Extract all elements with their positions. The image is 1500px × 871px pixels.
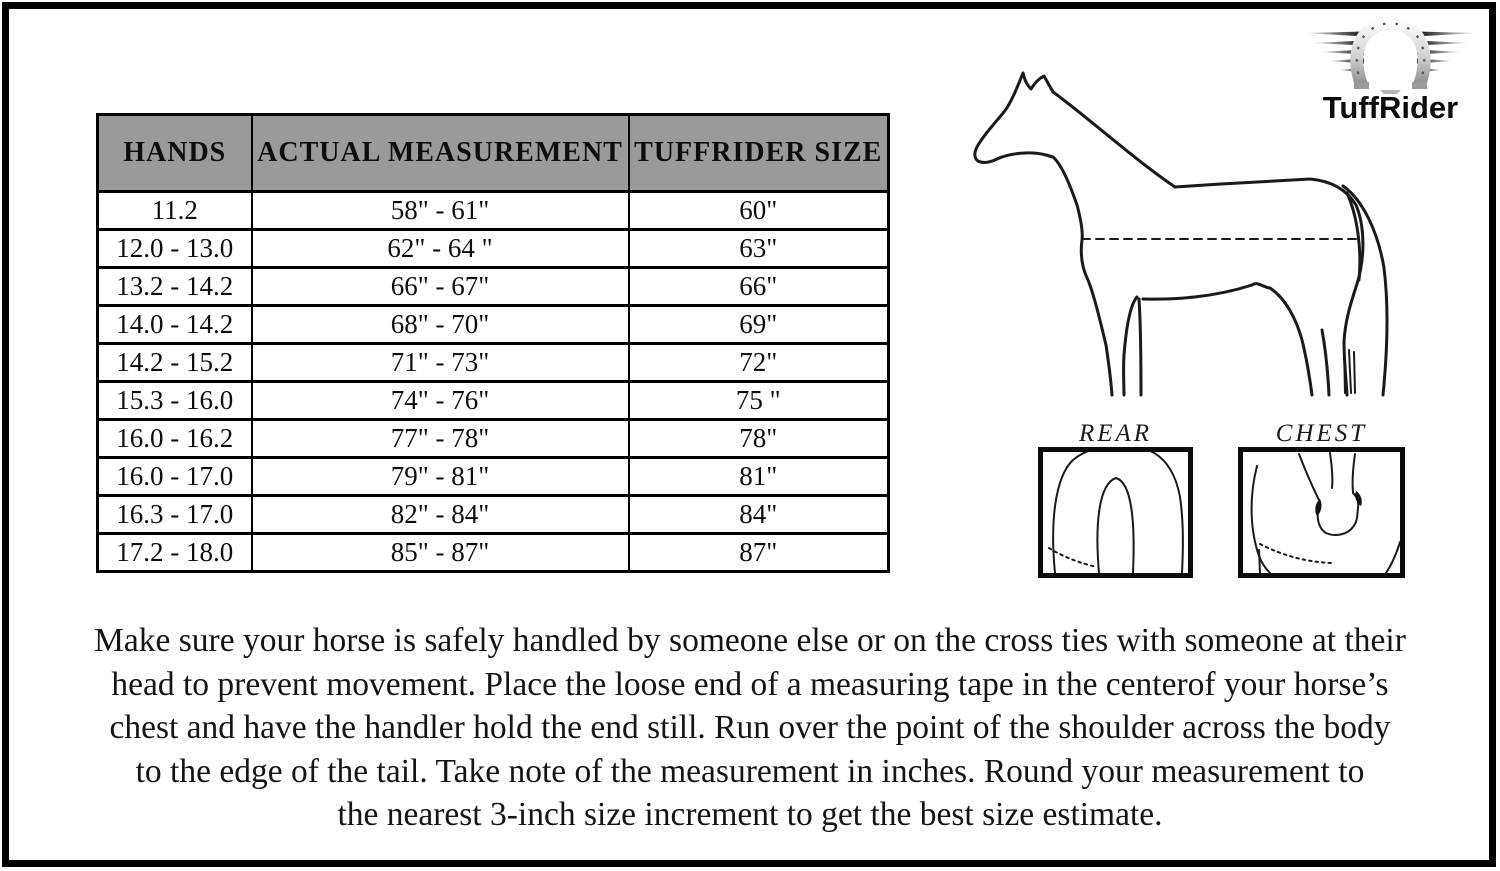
hands-cell: 12.0 - 13.0: [98, 230, 252, 268]
measurement-cell: 66" - 67": [252, 268, 629, 306]
measurement-cell: 82" - 84": [252, 496, 629, 534]
measurement-cell: 68" - 70": [252, 306, 629, 344]
size-cell: 63": [629, 230, 889, 268]
instruction-line: Make sure your horse is safely handled by someone else or on the cross ties with someone at their: [94, 622, 1406, 659]
chest-diagram-label: CHEST: [1275, 420, 1368, 447]
size-cell: 87": [629, 534, 889, 572]
winged-horseshoe-icon: [1298, 10, 1483, 94]
measurement-cell: 79" - 81": [252, 458, 629, 496]
size-cell: 84": [629, 496, 889, 534]
table-row: [98, 344, 889, 382]
table-row: [98, 306, 889, 344]
table-row: [98, 458, 889, 496]
measurement-cell: 58" - 61": [252, 192, 629, 230]
horse-rear-view-icon: [1043, 452, 1188, 573]
hands-cell: 16.3 - 17.0: [98, 496, 252, 534]
size-cell: 69": [629, 306, 889, 344]
table-row: [98, 496, 889, 534]
hands-cell: 11.2: [98, 192, 252, 230]
instruction-line: chest and have the handler hold the end still. Run over the point of the shoulder across the body: [109, 709, 1391, 746]
size-chart-table: [96, 113, 890, 573]
table-row: [98, 382, 889, 420]
size-cell: 66": [629, 268, 889, 306]
brand-logo: [1298, 10, 1483, 124]
measurement-cell: 85" - 87": [252, 534, 629, 572]
column-header-hands: HANDS: [98, 115, 252, 192]
rear-diagram-label: REAR: [1078, 420, 1153, 447]
size-cell: 60": [629, 192, 889, 230]
size-cell: 81": [629, 458, 889, 496]
brand-name: TuffRider: [1322, 90, 1459, 125]
measurement-cell: 62" - 64 ": [252, 230, 629, 268]
hands-cell: 17.2 - 18.0: [98, 534, 252, 572]
instruction-line: to the edge of the tail. Take note of the measurement in inches. Round your measurement to: [135, 752, 1365, 790]
hands-cell: 16.0 - 16.2: [98, 420, 252, 458]
horse-chest-view-icon: [1243, 452, 1400, 573]
column-header-actual-measurement: ACTUAL MEASUREMENT: [252, 115, 629, 192]
table-row: [98, 230, 889, 268]
measurement-cell: 74" - 76": [252, 382, 629, 420]
hands-cell: 14.0 - 14.2: [98, 306, 252, 344]
hands-cell: 14.2 - 15.2: [98, 344, 252, 382]
table-row: [98, 268, 889, 306]
table-row: [98, 420, 889, 458]
hands-cell: 15.3 - 16.0: [98, 382, 252, 420]
hands-cell: 13.2 - 14.2: [98, 268, 252, 306]
rear-diagram: [1038, 447, 1193, 578]
size-cell: 78": [629, 420, 889, 458]
table-row: [98, 192, 889, 230]
size-cell: 72": [629, 344, 889, 382]
table-row: [98, 534, 889, 572]
column-header-tuffrider-size: TUFFRIDER SIZE: [629, 115, 889, 192]
instruction-line: the nearest 3-inch size increment to get the best size estimate.: [337, 796, 1163, 833]
hands-cell: 16.0 - 17.0: [98, 458, 252, 496]
measurement-cell: 77" - 78": [252, 420, 629, 458]
measurement-cell: 71" - 73": [252, 344, 629, 382]
header-row: [98, 115, 889, 192]
size-cell: 75 ": [629, 382, 889, 420]
chest-diagram: [1238, 447, 1405, 578]
instruction-line: head to prevent movement. Place the loose end of a measuring tape in the centerof your horse’s: [111, 665, 1389, 703]
measuring-instructions: [20, 619, 1480, 837]
